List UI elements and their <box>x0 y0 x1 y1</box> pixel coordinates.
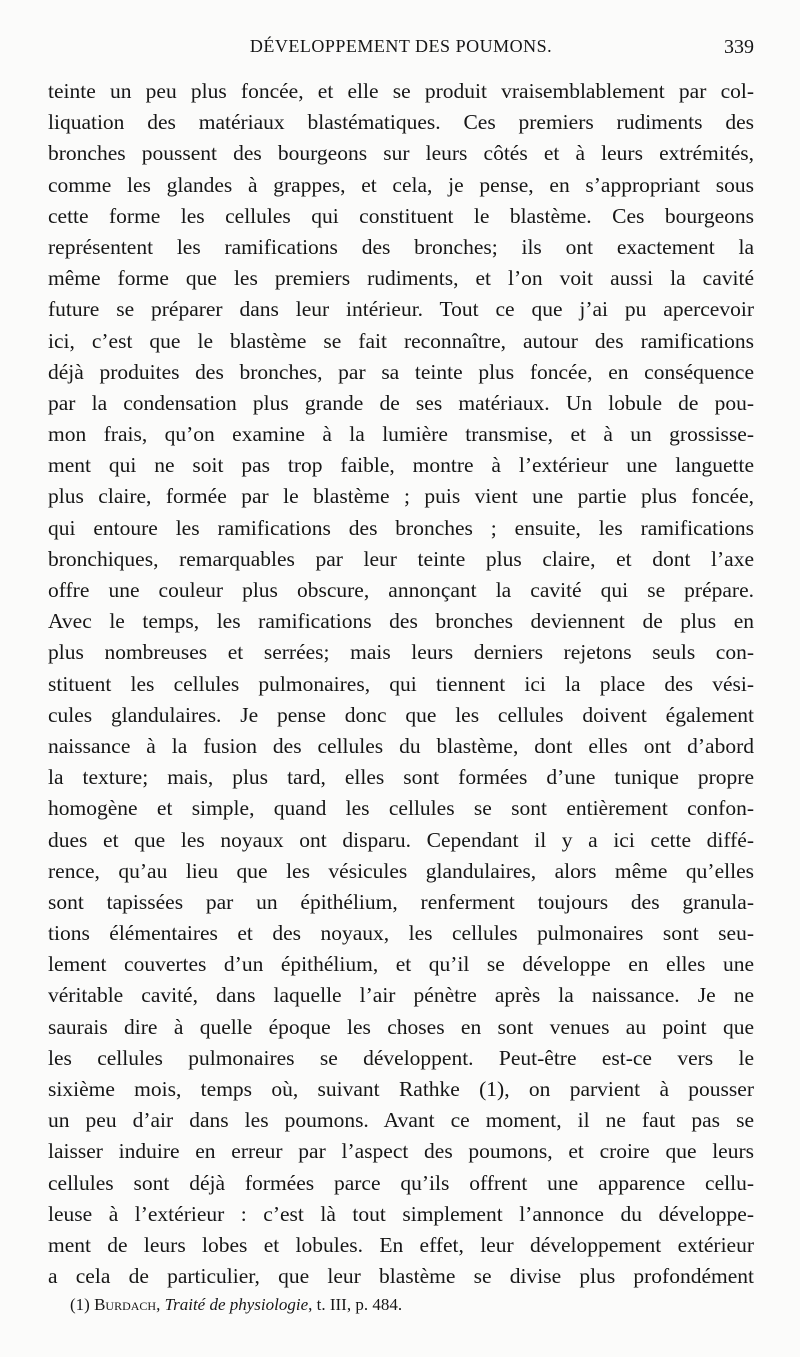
text-line: stituent les cellules pulmonaires, qui tiennent ici la place des vési- <box>48 671 754 696</box>
footnote: (1) Burdach, Traité de physiologie, t. III, p. 484. <box>70 1295 403 1314</box>
text-line: naissance à la fusion des cellules du blastème, dont elles ont d’abord <box>48 733 754 758</box>
text-line: plus claire, formée par le blastème ; puis vient une partie plus foncée, <box>48 484 754 509</box>
page-number: 339 <box>724 36 754 58</box>
text-line: mon frais, qu’on examine à la lumière transmise, et à un grossisse- <box>48 422 754 447</box>
text-line: véritable cavité, dans laquelle l’air pénètre après la naissance. Je ne <box>48 983 754 1008</box>
text-line: tions élémentaires et des noyaux, les cellules pulmonaires sont seu- <box>48 921 754 946</box>
text-line: par la condensation plus grande de ses matériaux. Un lobule de pou- <box>48 390 754 415</box>
body-text <box>48 76 754 1292</box>
text-line: ment de leurs lobes et lobules. En effet, leur développement extérieur <box>48 1232 754 1257</box>
text-line: représentent les ramifications des bronches; ils ont exactement la <box>48 234 754 259</box>
text-line: liquation des matériaux blastématiques. Ces premiers rudiments des <box>48 110 754 135</box>
text-line: qui entoure les ramifications des bronches ; ensuite, les ramifications <box>48 515 754 540</box>
text-line: laisser induire en erreur par l’aspect des poumons, et croire que leurs <box>48 1139 754 1164</box>
text-line: teinte un peu plus foncée, et elle se produit vraisemblablement par col- <box>48 79 754 103</box>
text-line: future se préparer dans leur intérieur. Tout ce que j’ai pu apercevoir <box>48 297 754 322</box>
text-line: cules glandulaires. Je pense donc que les cellules doivent également <box>48 702 754 727</box>
text-line: rence, qu’au lieu que les vésicules glandulaires, alors même qu’elles <box>48 858 754 883</box>
text-line: a cela de particulier, que leur blastème se divise plus profondément <box>48 1264 754 1289</box>
footnote-title: Traité de physiologie <box>164 1295 309 1314</box>
footnote-author: Burdach <box>94 1295 157 1314</box>
text-line: un peu d’air dans les poumons. Avant ce moment, il ne faut pas se <box>48 1108 754 1133</box>
text-line: les cellules pulmonaires se développent. Peut-être est-ce vers le <box>48 1045 754 1070</box>
text-line: ici, c’est que le blastème se fait reconnaître, autour des ramifications <box>48 328 754 353</box>
text-line: Avec le temps, les ramifications des bronches deviennent de plus en <box>48 609 754 634</box>
text-line: plus nombreuses et serrées; mais leurs derniers rejetons seuls con- <box>48 640 754 665</box>
text-line: sont tapissées par un épithélium, renferment toujours des granula- <box>48 889 754 914</box>
text-line: homogène et simple, quand les cellules se sont entièrement confon- <box>48 796 754 821</box>
text-line: bronchiques, remarquables par leur teinte plus claire, et dont l’axe <box>48 546 754 571</box>
footnote-marker: (1) <box>70 1295 90 1314</box>
text-line: ment qui ne soit pas trop faible, montre à l’extérieur une languette <box>48 453 754 478</box>
text-line: comme les glandes à grappes, et cela, je pense, en s’appropriant sous <box>48 172 754 197</box>
text-line: saurais dire à quelle époque les choses en sont venues au point que <box>48 1014 754 1039</box>
text-line: déjà produites des bronches, par sa teinte plus foncée, en conséquence <box>48 359 754 384</box>
text-line: cette forme les cellules qui constituent le blastème. Ces bourgeons <box>48 203 754 228</box>
text-line: bronches poussent des bourgeons sur leurs côtés et à leurs extrémités, <box>48 141 754 166</box>
text-line: même forme que les premiers rudiments, et l’on voit aussi la cavité <box>48 266 754 291</box>
page-header <box>48 36 754 66</box>
text-line: offre une couleur plus obscure, annonçant la cavité qui se prépare. <box>48 578 754 602</box>
text-line: lement couvertes d’un épithélium, et qu’il se développe en elles une <box>48 952 754 977</box>
running-title: DÉVELOPPEMENT DES POUMONS. <box>249 36 553 56</box>
text-line: sixième mois, temps où, suivant Rathke (1), on parvient à pousser <box>48 1077 754 1101</box>
text-line: cellules sont déjà formées parce qu’ils offrent une apparence cellu- <box>48 1170 754 1195</box>
footnote-reference: , t. III, p. 484. <box>308 1295 403 1314</box>
text-line: leuse à l’extérieur : c’est là tout simplement l’annonce du développe- <box>48 1201 754 1226</box>
text-line: la texture; mais, plus tard, elles sont formées d’une tunique propre <box>48 765 754 790</box>
text-line: dues et que les noyaux ont disparu. Cependant il y a ici cette diffé- <box>48 827 754 852</box>
